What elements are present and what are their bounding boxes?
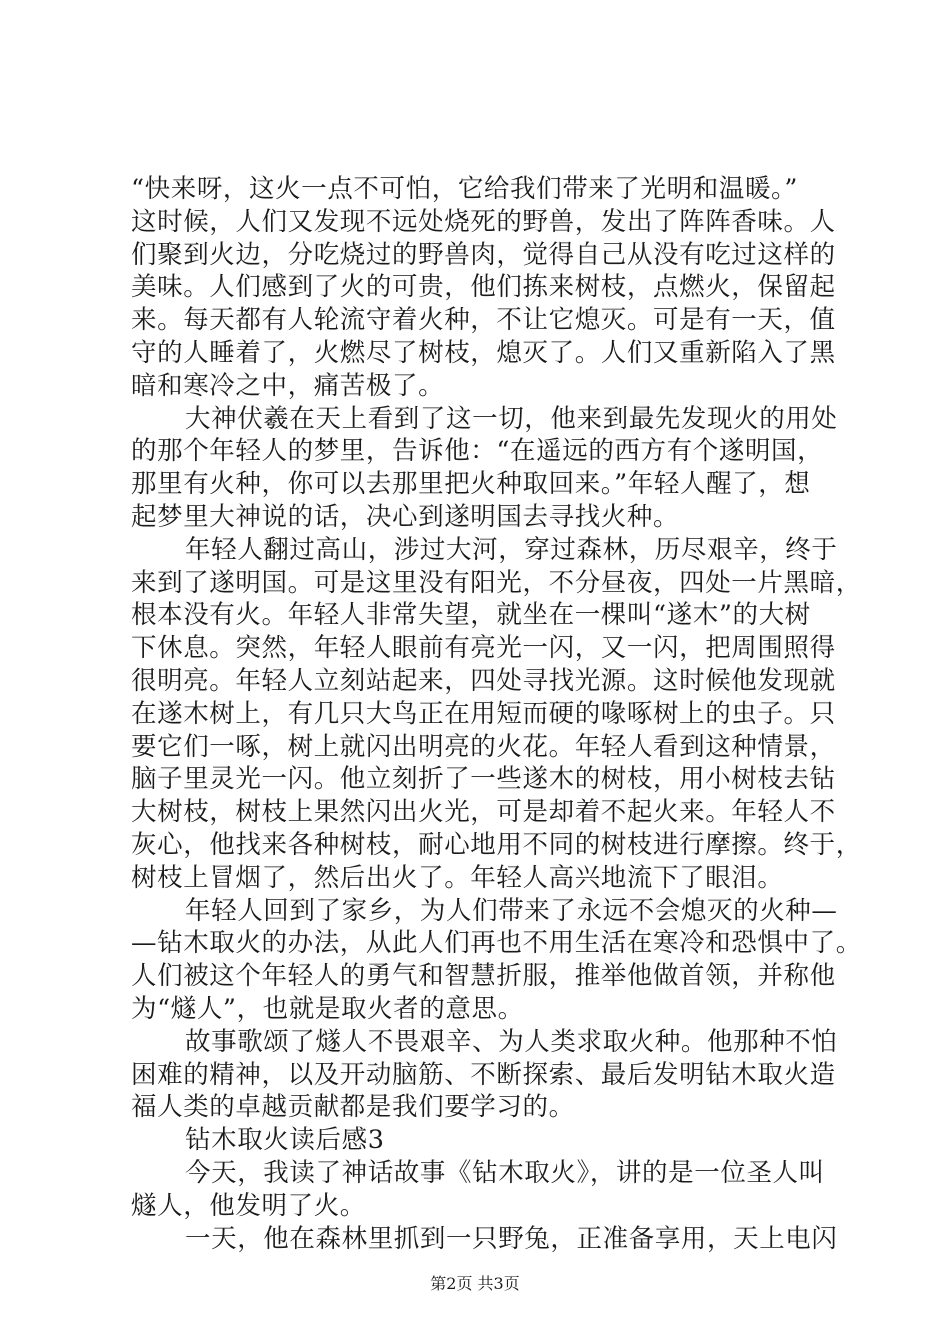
text-line: 大树枝，树枝上果然闪出火光，可是却着不起火来。年轻人不 xyxy=(131,797,836,828)
text-line: 这时候，人们又发现不远处烧死的野兽，发出了阵阵香味。人 xyxy=(131,206,836,237)
page-footer: 第2页 共3页 xyxy=(430,1274,520,1293)
text-line: 福人类的卓越贡献都是我们要学习的。 xyxy=(131,1092,575,1123)
text-line: 年轻人翻过高山，涉过大河，穿过森林，历尽艰辛，终于 xyxy=(185,534,838,565)
text-line: 在遂木树上，有几只大鸟正在用短而硬的喙啄树上的虫子。只 xyxy=(131,698,836,729)
text-line: 来到了遂明国。可是这里没有阳光，不分昼夜，四处一片黑暗， xyxy=(131,567,862,598)
text-line: 燧人，他发明了火。 xyxy=(131,1190,366,1221)
body-text xyxy=(131,173,862,1255)
text-line: 很明亮。年轻人立刻站起来，四处寻找光源。这时候他发现就 xyxy=(131,665,836,696)
text-line: 起梦里大神说的话，决心到遂明国去寻找火种。 xyxy=(131,501,680,532)
text-line: “快来呀，这火一点不可怕，它给我们带来了光明和温暖。” xyxy=(131,174,799,204)
text-line: 一天，他在森林里抓到一只野兔，正准备享用，天上电闪 xyxy=(185,1223,838,1254)
text-line: 根本没有火。年轻人非常失望，就坐在一棵叫“遂木”的大树 xyxy=(131,600,811,631)
text-line: 要它们一啄，树上就闪出明亮的火花。年轻人看到这种情景， xyxy=(131,731,836,762)
text-line: 下休息。突然，年轻人眼前有亮光一闪，又一闪，把周围照得 xyxy=(131,633,836,664)
text-line: 年轻人回到了家乡，为人们带来了永远不会熄灭的火种— xyxy=(185,895,838,926)
text-line: 脑子里灵光一闪。他立刻折了一些遂木的树枝，用小树枝去钻 xyxy=(131,764,836,795)
text-line: 那里有火种，你可以去那里把火种取回来。”年轻人醒了，想 xyxy=(131,469,811,500)
section-heading: 钻木取火读后感3 xyxy=(185,1125,385,1156)
text-line: —钻木取火的办法，从此人们再也不用生活在寒冷和恐惧中了。 xyxy=(131,928,862,959)
text-line: 大神伏羲在天上看到了这一切，他来到最先发现火的用处 xyxy=(185,403,838,434)
text-line: 的那个年轻人的梦里，告诉他：“在遥远的西方有个遂明国， xyxy=(131,436,824,467)
text-line: 美味。人们感到了火的可贵，他们拣来树枝，点燃火，保留起 xyxy=(131,272,836,303)
text-line: 故事歌颂了燧人不畏艰辛、为人类求取火种。他那种不怕 xyxy=(185,1026,838,1057)
text-line: 们聚到火边，分吃烧过的野兽肉，觉得自己从没有吃过这样的 xyxy=(131,239,836,270)
text-line: 守的人睡着了，火燃尽了树枝，熄灭了。人们又重新陷入了黑 xyxy=(131,337,836,368)
text-line: 暗和寒冷之中，痛苦极了。 xyxy=(131,370,445,401)
text-line: 树枝上冒烟了，然后出火了。年轻人高兴地流下了眼泪。 xyxy=(131,862,784,893)
text-line: 来。每天都有人轮流守着火种，不让它熄灭。可是有一天，值 xyxy=(131,305,836,336)
text-line: 为“燧人”，也就是取火者的意思。 xyxy=(131,993,524,1024)
text-line: 困难的精神，以及开动脑筋、不断探索、最后发明钻木取火造 xyxy=(131,1059,836,1090)
text-line: 今天，我读了神话故事《钻木取火》，讲的是一位圣人叫 xyxy=(185,1157,825,1188)
text-line: 灰心，他找来各种树枝，耐心地用不同的树枝进行摩擦。终于， xyxy=(131,829,862,860)
text-line: 人们被这个年轻人的勇气和智慧折服，推举他做首领，并称他 xyxy=(131,961,836,992)
